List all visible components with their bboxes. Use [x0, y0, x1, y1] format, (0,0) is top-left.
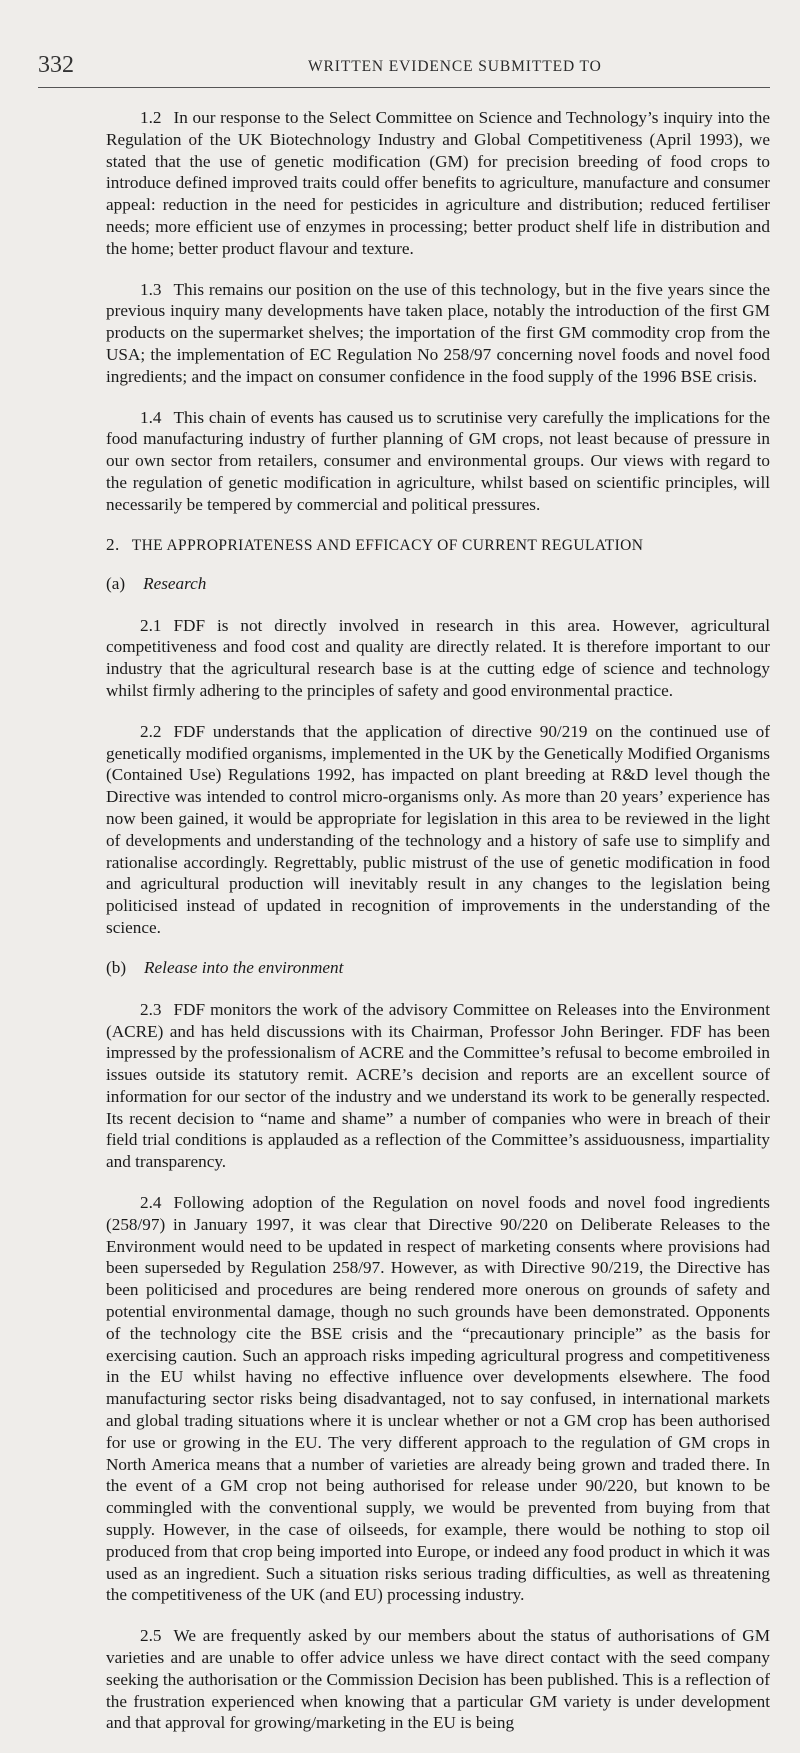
subheading-label: (a): [106, 573, 126, 593]
paragraph-text: This remains our position on the use of this technology, but in the five years since the previous inquiry many developments have taken place, notably the introduction of the first GM products on the supermarket shelves; the importation of the first GM commodity crop from the USA; the implementation of EC Regulation No 258/97 concerning novel foods and novel food ingredients; and the impact on consumer confidence in the food supply of the 1996 BSE crisis.: [106, 279, 770, 386]
paragraph-1-3: [106, 279, 770, 388]
page-number: 332: [38, 52, 74, 78]
paragraph-1-4: [106, 407, 770, 516]
paragraph-2-4: [106, 1192, 770, 1606]
paragraph-number: 2.1: [140, 615, 162, 635]
paragraph-number: 1.3: [140, 279, 162, 299]
subheading-research: [106, 574, 770, 594]
paragraph-text: FDF monitors the work of the advisory Committee on Releases into the Environment (ACRE) and has held discussions with its Chairman, Professor John Beringer. FDF has been impressed by the professionalism of ACRE and the Committee’s refusal to become embroiled in issues outside its statutory remit. ACRE’s decision and reports are an excellent source of information for our sector of the industry and we understand its work to be generally respected. Its recent decision to “name and shame” a number of companies who were in breach of their field trial conditions is applauded as a reflection of the Committee’s assiduousness, impartiality and transparency.: [106, 999, 770, 1172]
subheading-label: (b): [106, 957, 127, 977]
section-number: 2.: [106, 534, 120, 554]
paragraph-text: FDF understands that the application of directive 90/219 on the continued use of genetically modified organisms, implemented in the UK by the Genetically Modified Organisms (Contained Use) Regulations 1992, has impacted on plant breeding at R&D level though the Directive was intended to control micro-organisms only. As more than 20 years’ experience has now been gained, it would be appropriate for legislation in this area to be reviewed in the light of developments and understanding of the technology and a history of safe use to simplify and rationalise accordingly. Regrettably, public mistrust of the use of genetic modification in food and agricultural production will inevitably result in any changes to the legislation being politicised instead of updated in recognition of improvements in the understanding of the science.: [106, 721, 770, 937]
header-rule: [38, 87, 770, 88]
paragraph-2-5: [106, 1625, 770, 1734]
paragraph-text: FDF is not directly involved in research in this area. However, agricultural competitiveness and food cost and quality are directly related. It is therefore important to our industry that the agricultural research base is at the cutting edge of science and technology whilst firmly adhering to the principles of safety and good environmental practice.: [106, 615, 770, 700]
section-heading: [106, 535, 770, 555]
paragraph-2-3: [106, 999, 770, 1173]
paragraph-2-2: [106, 721, 770, 939]
paragraph-number: 1.2: [140, 108, 162, 127]
paragraph-number: 2.4: [140, 1193, 162, 1213]
paragraph-1-2: [106, 107, 770, 260]
subheading-release: [106, 958, 770, 978]
subheading-title: Research: [143, 573, 207, 593]
page-header: [38, 52, 770, 82]
section-title: THE APPROPRIATENESS AND EFFICACY OF CURRENT REGULATION: [131, 536, 644, 554]
paragraph-text: Following adoption of the Regulation on novel foods and novel food ingredients (258/97) in January 1997, it was clear that Directive 90/220 on Deliberate Releases to the Environment would need to be updated in respect of marketing consents where provisions had been superseded by Regulation 258/97. However, as with Directive 90/219, the Directive has been politicised and procedures are being rendered more onerous on grounds of safety and potential environmental damage, though no such grounds have been demonstrated. Opponents of the technology cite the BSE crisis and the “precautionary principle” as the basis for exercising caution. Such an approach risks impeding agricultural progress and competitiveness in the EU whilst having no effective influence over developments elsewhere. The food manufacturing sector risks being disadvantaged, not to say confused, in international markets and global trading situations where it is unclear whether or not a GM crop has been authorised for use or growing in the EU. The very different approach to the regulation of GM crops in North America means that a number of varieties are already being grown and traded there. In the event of a GM crop not being authorised for release under 90/220, but known to be commingled with the conventional supply, we would be prevented from buying from that supply. However, in the case of oilseeds, for example, there would be nothing to stop oil produced from that crop being imported into Europe, or indeed any food product in which it was used as an ingredient. Such a situation risks serious trading difficulties, as well as threatening the competitiveness of the UK (and EU) processing industry.: [106, 1193, 770, 1605]
paragraph-text: This chain of events has caused us to scrutinise very carefully the implications for the food manufacturing industry of further planning of GM crops, not least because of pressure in our own sector from retailers, consumer and environmental groups. Our views with regard to the regulation of genetic modification in agriculture, whilst based on scientific principles, will necessarily be tempered by commercial and political pressures.: [106, 407, 770, 514]
paragraph-number: 1.4: [140, 407, 162, 427]
paragraph-2-1: [106, 615, 770, 702]
body-text: [106, 107, 770, 1753]
paragraph-text: In our response to the Select Committee on Science and Technology’s inquiry into the Regulation of the UK Biotechnology Industry and Global Competitiveness (April 1993), we stated that the use of genetic modification (GM) for precision breeding of food crops to introduce defined improved traits could offer benefits to agriculture, manufacture and consumer appeal: reduction in the need for pesticides in agriculture and distribution; reduced fertiliser needs; more efficient use of enzymes in processing; better product shelf life in distribution and the home; better product flavour and texture.: [106, 108, 770, 258]
paragraph-text: We are frequently asked by our members about the status of authorisations of GM varieties and are unable to offer advice unless we have direct contact with the seed company seeking the authorisation or the Commission Decision has been published. This is a reflection of the frustration experienced when knowing that a particular GM variety is under development and that approval for growing/marketing in the EU is being: [106, 1626, 770, 1733]
subheading-title: Release into the environment: [144, 957, 344, 977]
paragraph-number: 2.2: [140, 721, 162, 741]
paragraph-number: 2.5: [140, 1626, 162, 1646]
running-head: WRITTEN EVIDENCE SUBMITTED TO: [308, 58, 602, 75]
paragraph-number: 2.3: [140, 999, 162, 1019]
